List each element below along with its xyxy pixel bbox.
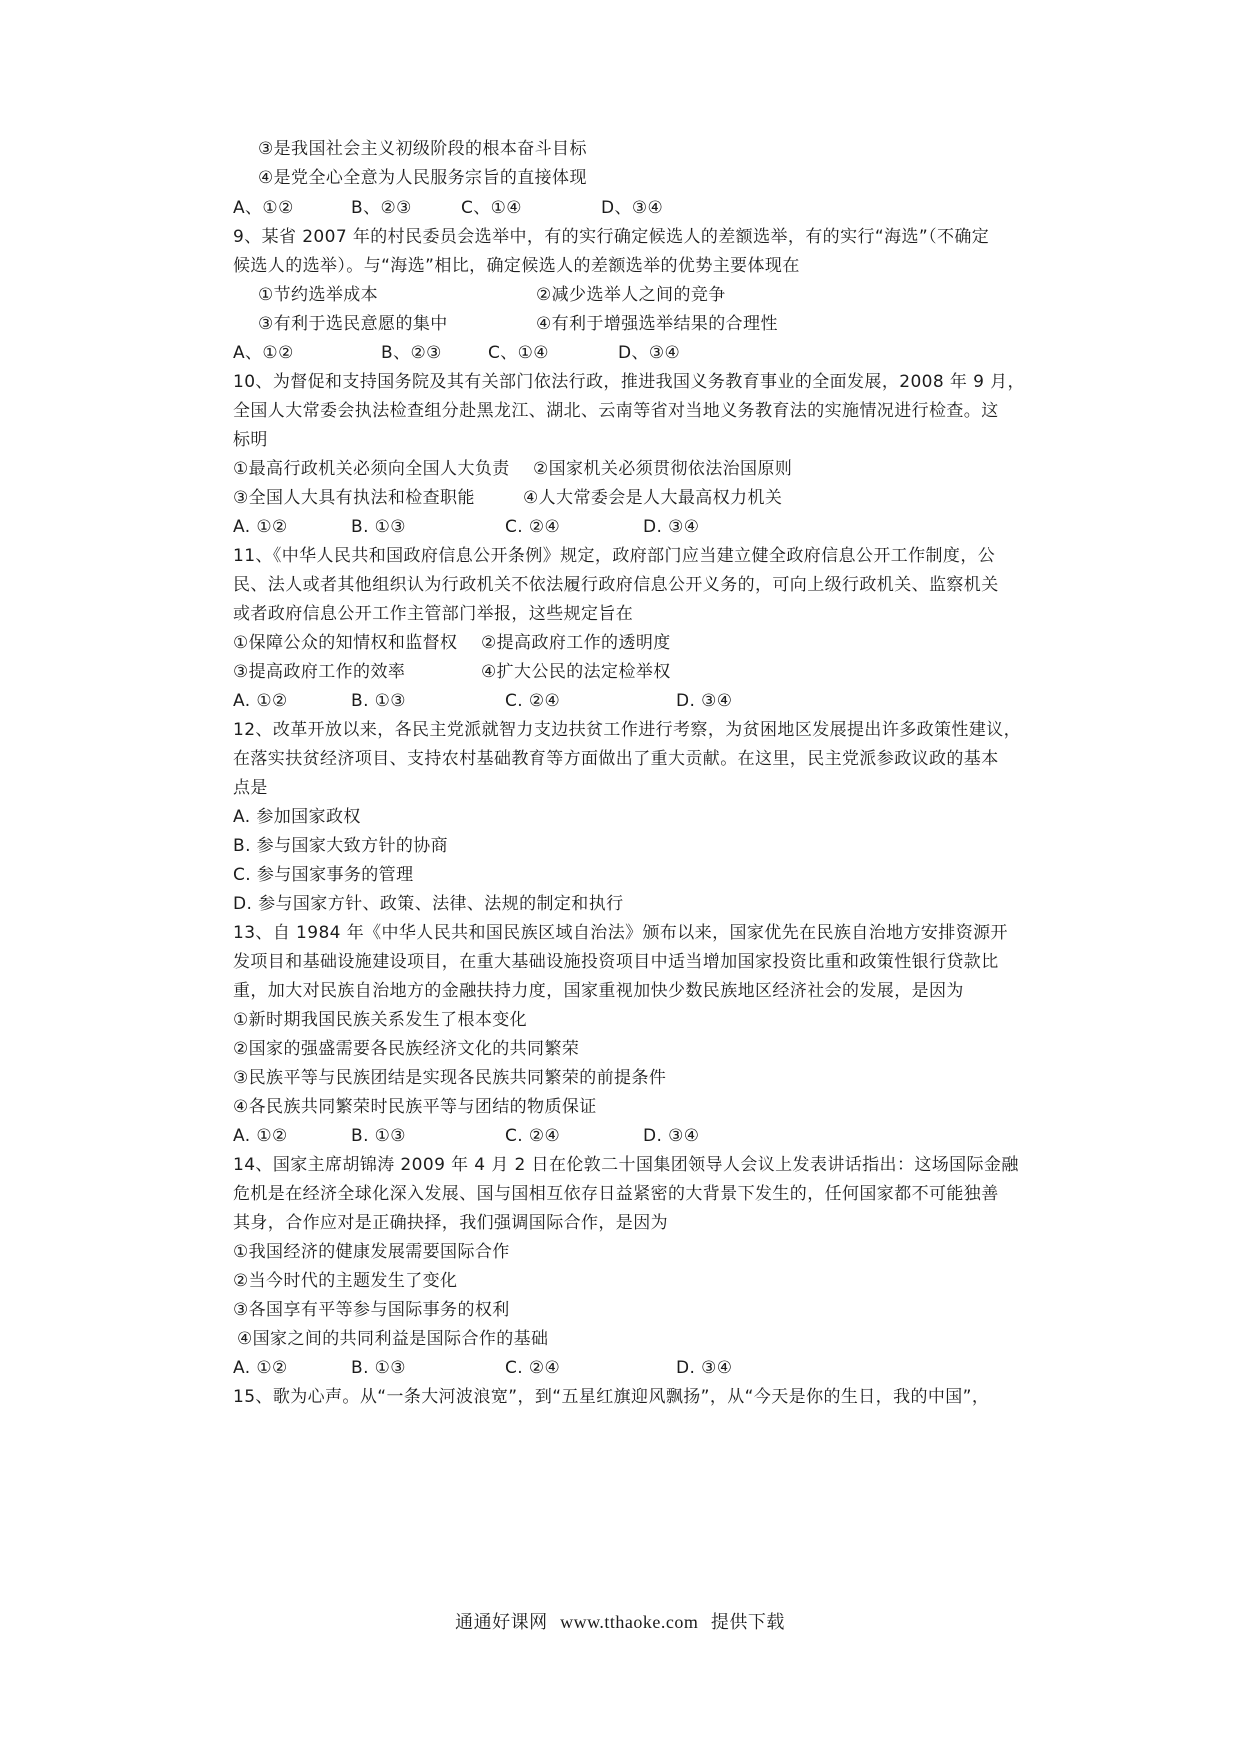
q11-items-row-1 [233,627,1063,659]
q10-stem-line-2: 全国人大常委会执法检查组分赴黑龙江、湖北、云南等省对当地义务教育法的实施情况进行检查。这 [233,401,999,421]
q12-choice-b: B. 参与国家大致方针的协商 [233,836,449,856]
q9-item-4: ④有利于增强选举结果的合理性 [536,314,778,334]
q9-stem-line-1: 9、某省 2007 年的村民委员会选举中，有的实行确定候选人的差额选举，有的实行“海选”（不确定 [233,227,990,247]
q10-option-d: D. ③④ [643,517,700,537]
q15-stem-line-1: 15、歌为心声。从“一条大河波浪宽”，到“五星红旗迎风飘扬”，从“今天是你的生日，我的中国”， [233,1387,990,1407]
q8-options [233,192,1063,224]
q14-option-a: A. ①② [233,1358,288,1378]
q11-option-c: C. ②④ [505,691,561,711]
q10-item-3: ③全国人大具有执法和检查职能 [233,488,475,508]
q11-stem-line-2: 民、法人或者其他组织认为行政机关不依法履行政府信息公开义务的，可向上级行政机关、监察机关 [233,575,999,595]
q14-stem-line-3: 其身，合作应对是正确抉择，我们强调国际合作，是因为 [233,1213,668,1233]
q9-option-c: C、①④ [488,343,549,363]
q13-option-a: A. ①② [233,1126,288,1146]
q11-item-2: ②提高政府工作的透明度 [481,633,671,653]
q8-item-4: ④是党全心全意为人民服务宗旨的直接体现 [258,168,587,188]
q14-item-3: ③各国享有平等参与国际事务的权利 [233,1300,510,1320]
q11-stem-line-3: 或者政府信息公开工作主管部门举报，这些规定旨在 [233,604,634,624]
footer-url-link[interactable]: www.tthaoke.com [560,1612,699,1632]
q12-stem-line-3: 点是 [233,778,268,798]
q14-stem-line-1: 14、国家主席胡锦涛 2009 年 4 月 2 日在伦敦二十国集团领导人会议上发表讲话指出：这场国际金融 [233,1155,1019,1175]
q9-items-row-2 [258,308,1088,340]
q8-option-b: B、②③ [351,198,412,218]
q10-stem-line-1: 10、为督促和支持国务院及其有关部门依法行政，推进我国义务教育事业的全面发展，2008 年 9 月， [233,372,1025,392]
q9-item-2: ②减少选举人之间的竞争 [536,285,726,305]
q13-stem-line-2: 发项目和基础设施建设项目，在重大基础设施投资项目中适当增加国家投资比重和政策性银行贷款比 [233,952,999,972]
q9-items-row-1 [258,279,1088,311]
q12-stem-line-1: 12、改革开放以来，各民主党派就智力支边扶贫工作进行考察，为贫困地区发展提出许多政策性建议， [233,720,1022,740]
q8-option-d: D、③④ [601,198,664,218]
q11-option-d: D. ③④ [676,691,733,711]
q14-options [233,1352,1063,1384]
q14-item-2: ②当今时代的主题发生了变化 [233,1271,458,1291]
q8-item-3: ③是我国社会主义初级阶段的根本奋斗目标 [258,139,587,159]
q10-items-row-2 [233,482,1063,514]
q13-stem-line-1: 13、自 1984 年《中华人民共和国民族区域自治法》颁布以来，国家优先在民族自治地方安排资源开 [233,923,1008,943]
q10-option-c: C. ②④ [505,517,561,537]
q9-item-3: ③有利于选民意愿的集中 [258,314,448,334]
q8-option-a: A、①② [233,198,294,218]
q8-option-c: C、①④ [461,198,522,218]
q13-stem-line-3: 重，加大对民族自治地方的金融扶持力度，国家重视加快少数民族地区经济社会的发展，是因为 [233,981,964,1001]
q14-option-c: C. ②④ [505,1358,561,1378]
q13-item-3: ③民族平等与民族团结是实现各民族共同繁荣的前提条件 [233,1068,667,1088]
q13-item-1: ①新时期我国民族关系发生了根本变化 [233,1010,528,1030]
q13-option-b: B. ①③ [351,1126,406,1146]
q12-choice-d: D. 参与国家方针、政策、法律、法规的制定和执行 [233,894,624,914]
q11-option-b: B. ①③ [351,691,406,711]
q9-options [233,337,1063,369]
q11-item-1: ①保障公众的知情权和监督权 [233,633,458,653]
q13-option-c: C. ②④ [505,1126,561,1146]
q11-options [233,685,1063,717]
q13-option-d: D. ③④ [643,1126,700,1146]
q14-item-4: ④国家之间的共同利益是国际合作的基础 [237,1329,549,1349]
q13-options [233,1120,1063,1152]
q9-option-d: D、③④ [618,343,681,363]
q10-option-a: A. ①② [233,517,288,537]
q10-item-2: ②国家机关必须贯彻依法治国原则 [533,459,793,479]
q9-stem-line-2: 候选人的选举）。与“海选”相比，确定候选人的差额选举的优势主要体现在 [233,256,800,276]
q10-stem-line-3: 标明 [233,430,268,450]
q12-choice-c: C. 参与国家事务的管理 [233,865,414,885]
q13-item-2: ②国家的强盛需要各民族经济文化的共同繁荣 [233,1039,580,1059]
q9-option-a: A、①② [233,343,294,363]
q12-choice-a: A. 参加国家政权 [233,807,361,827]
q11-item-4: ④扩大公民的法定检举权 [481,662,671,682]
q11-item-3: ③提高政府工作的效率 [233,662,406,682]
q13-item-4: ④各民族共同繁荣时民族平等与团结的物质保证 [233,1097,597,1117]
q14-option-b: B. ①③ [351,1358,406,1378]
q14-item-1: ①我国经济的健康发展需要国际合作 [233,1242,510,1262]
q10-option-b: B. ①③ [351,517,406,537]
q11-stem-line-1: 11、《中华人民共和国政府信息公开条例》规定，政府部门应当建立健全政府信息公开工作制度，公 [233,546,996,566]
q10-options [233,511,1063,543]
q9-option-b: B、②③ [381,343,442,363]
page-footer [0,1608,1240,1634]
q10-item-4: ④人大常委会是人大最高权力机关 [523,488,783,508]
footer-download-text: 提供下载 [710,1612,785,1633]
q12-stem-line-2: 在落实扶贫经济项目、支持农村基础教育等方面做出了重大贡献。在这里，民主党派参政议政的基本 [233,749,999,769]
q10-items-row-1 [233,453,1063,485]
q11-option-a: A. ①② [233,691,288,711]
footer-site-name: 通通好课网 [455,1612,548,1633]
q14-stem-line-2: 危机是在经济全球化深入发展、国与国相互依存日益紧密的大背景下发生的，任何国家都不可能独善 [233,1184,999,1204]
q11-items-row-2 [233,656,1063,688]
q10-item-1: ①最高行政机关必须向全国人大负责 [233,459,510,479]
q14-option-d: D. ③④ [676,1358,733,1378]
q9-item-1: ①节约选举成本 [258,285,379,305]
